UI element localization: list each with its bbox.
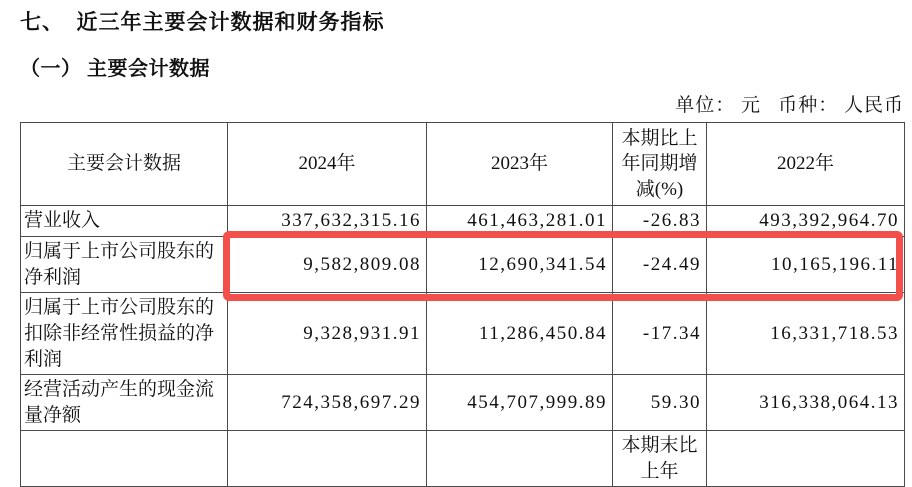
col-header-2023: 2023年	[427, 123, 613, 206]
value-change: -26.83	[613, 206, 707, 237]
col-header-change: 本期比上年同期增减(%)	[613, 123, 707, 206]
row-label: 归属于上市公司股东的净利润	[21, 237, 228, 293]
value-2023: 461,463,281.01	[427, 206, 613, 237]
row-label: 营业收入	[21, 206, 228, 237]
value-2024: 9,328,931.91	[228, 293, 427, 375]
col-header-metric: 主要会计数据	[21, 123, 228, 206]
value-2023: 12,690,341.54	[427, 237, 613, 293]
value-2022: 493,392,964.70	[707, 206, 905, 237]
partial-cell	[21, 431, 228, 486]
row-label: 经营活动产生的现金流量净额	[21, 375, 228, 431]
col-header-2022: 2022年	[707, 123, 905, 206]
value-2022: 316,338,064.13	[707, 375, 905, 431]
table-row-net-profit	[21, 237, 905, 293]
value-2024: 724,358,697.29	[228, 375, 427, 431]
table-header-row	[21, 123, 905, 206]
col-header-2024: 2024年	[228, 123, 427, 206]
value-change: 59.30	[613, 375, 707, 431]
accounting-data-table	[20, 122, 905, 487]
section-title: 七、 近三年主要会计数据和财务指标	[20, 10, 385, 34]
value-2023: 11,286,450.84	[427, 293, 613, 375]
subsection-title: （一） 主要会计数据	[20, 58, 210, 80]
table-row-net-profit-excl-nonrecurring	[21, 293, 905, 375]
value-2024: 337,632,315.16	[228, 206, 427, 237]
value-2022: 16,331,718.53	[707, 293, 905, 375]
value-2023: 454,707,999.89	[427, 375, 613, 431]
value-change: -17.34	[613, 293, 707, 375]
partial-cell	[228, 431, 427, 486]
value-2024: 9,582,809.08	[228, 237, 427, 293]
table-row-operating-cash-flow	[21, 375, 905, 431]
partial-change-header-fragment: 本期末比上年	[613, 431, 707, 486]
partial-cell	[707, 431, 905, 486]
table-row-revenue	[21, 206, 905, 237]
partial-cell	[427, 431, 613, 486]
value-change: -24.49	[613, 237, 707, 293]
value-2022: 10,165,196.11	[707, 237, 905, 293]
table-row-partial-clipped	[21, 431, 905, 486]
row-label: 归属于上市公司股东的扣除非经常性损益的净利润	[21, 293, 228, 375]
unit-note: 单位： 元 币种： 人民币	[675, 95, 904, 116]
